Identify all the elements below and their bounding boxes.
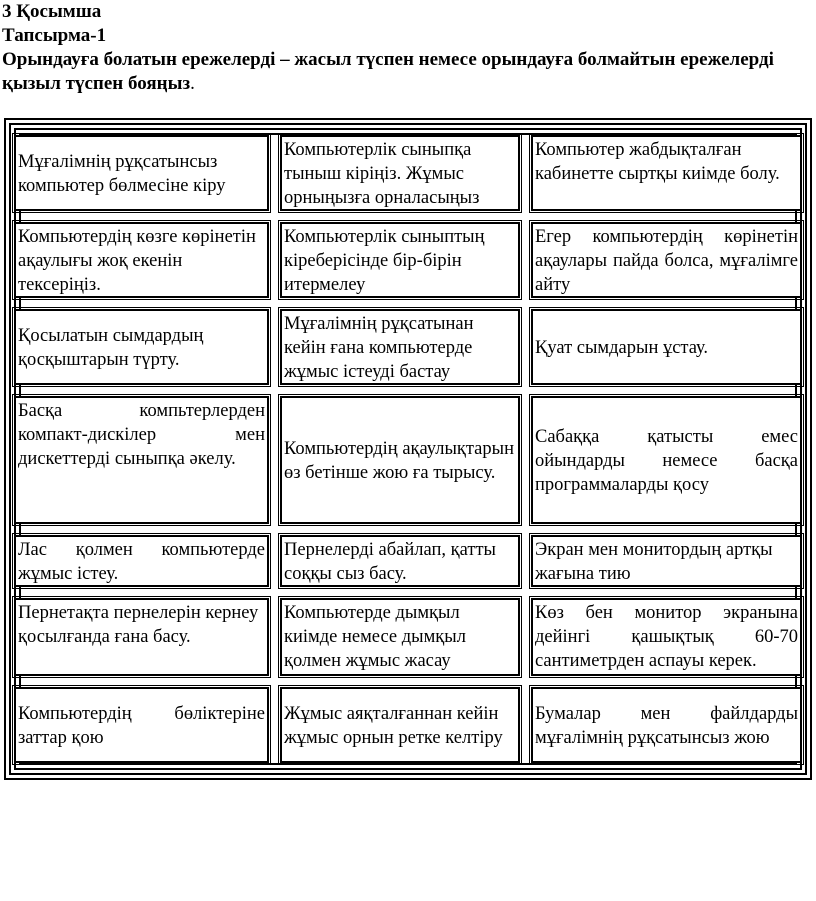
rule-cell[interactable]: Сабаққа қатысты емес ойындарды немесе басқа программаларды қосу: [531, 396, 802, 524]
rule-cell[interactable]: Қосылатын сымдардың қосқыштарын түрту.: [14, 309, 269, 385]
rule-cell[interactable]: Басқа компьтерлерден компакт-дискілер мен дискеттерді сыныпқа әкелу.: [14, 396, 269, 524]
rule-cell[interactable]: Лас қолмен компьютерде жұмыс істеу.: [14, 535, 269, 587]
rule-cell[interactable]: Компьютерлік сыныптың кіреберісінде бір-бірін итермелеу: [280, 222, 520, 298]
rule-cell[interactable]: Компьютердің көзге көрінетін ақаулығы жоқ екенін тексеріңіз.: [14, 222, 269, 298]
task-instruction: Орындауға болатын ережелерді – жасыл түспен немесе орындауға болмайтын ережелерді қызыл түспен бояңыз.: [2, 49, 774, 94]
rule-cell[interactable]: Егер компьютердің көрінетін ақаулары пайда болса, мұғалімге айту: [531, 222, 802, 298]
task-number: Тапсырма-1: [2, 25, 107, 46]
rule-cell[interactable]: Компьютердің бөліктеріне заттар қою: [14, 687, 269, 763]
rule-cell[interactable]: Мұғалімнің рұқсатынан кейін ғана компьютерде жұмыс істеуді бастау: [280, 309, 520, 385]
rule-cell[interactable]: Көз бен монитор экранына дейінгі қашықтық 60-70 сантиметрден аспауы керек.: [531, 598, 802, 676]
rule-cell[interactable]: Экран мен монитордың артқы жағына тию: [531, 535, 802, 587]
rule-cell[interactable]: Компьютердің ақаулықтарын өз бетінше жою ға тырысу.: [280, 396, 520, 524]
rule-cell[interactable]: Пернелерді абайлап, қатты соққы сыз басу.: [280, 535, 520, 587]
task-instruction-text: Орындауға болатын ережелерді – жасыл түспен немесе орындауға болмайтын ережелерді қызыл түспен бояңыз: [2, 49, 774, 94]
rule-cell[interactable]: Қуат сымдарын ұстау.: [531, 309, 802, 385]
rule-cell[interactable]: Пернетақта пернелерін кернеу қосылғанда ғана басу.: [14, 598, 269, 676]
rule-cell[interactable]: Компьютерлік сыныпқа тыныш кіріңіз. Жұмыс орныңызға орналасыңыз: [280, 135, 520, 211]
rule-cell[interactable]: Компьютер жабдықталған кабинетте сыртқы киімде болу.: [531, 135, 802, 211]
appendix-title: 3 Қосымша: [2, 1, 102, 22]
rule-cell[interactable]: Мұғалімнің рұқсатынсыз компьютер бөлмесіне кіру: [14, 135, 269, 211]
task-header: [2, 0, 802, 96]
rule-cell[interactable]: Компьютерде дымқыл киімде немесе дымқыл қолмен жұмыс жасау: [280, 598, 520, 676]
rule-cell[interactable]: Бумалар мен файлдарды мұғалімнің рұқсатынсыз жою: [531, 687, 802, 763]
rule-cell[interactable]: Жұмыс аяқталғаннан кейін жұмыс орнын ретке келтіру: [280, 687, 520, 763]
